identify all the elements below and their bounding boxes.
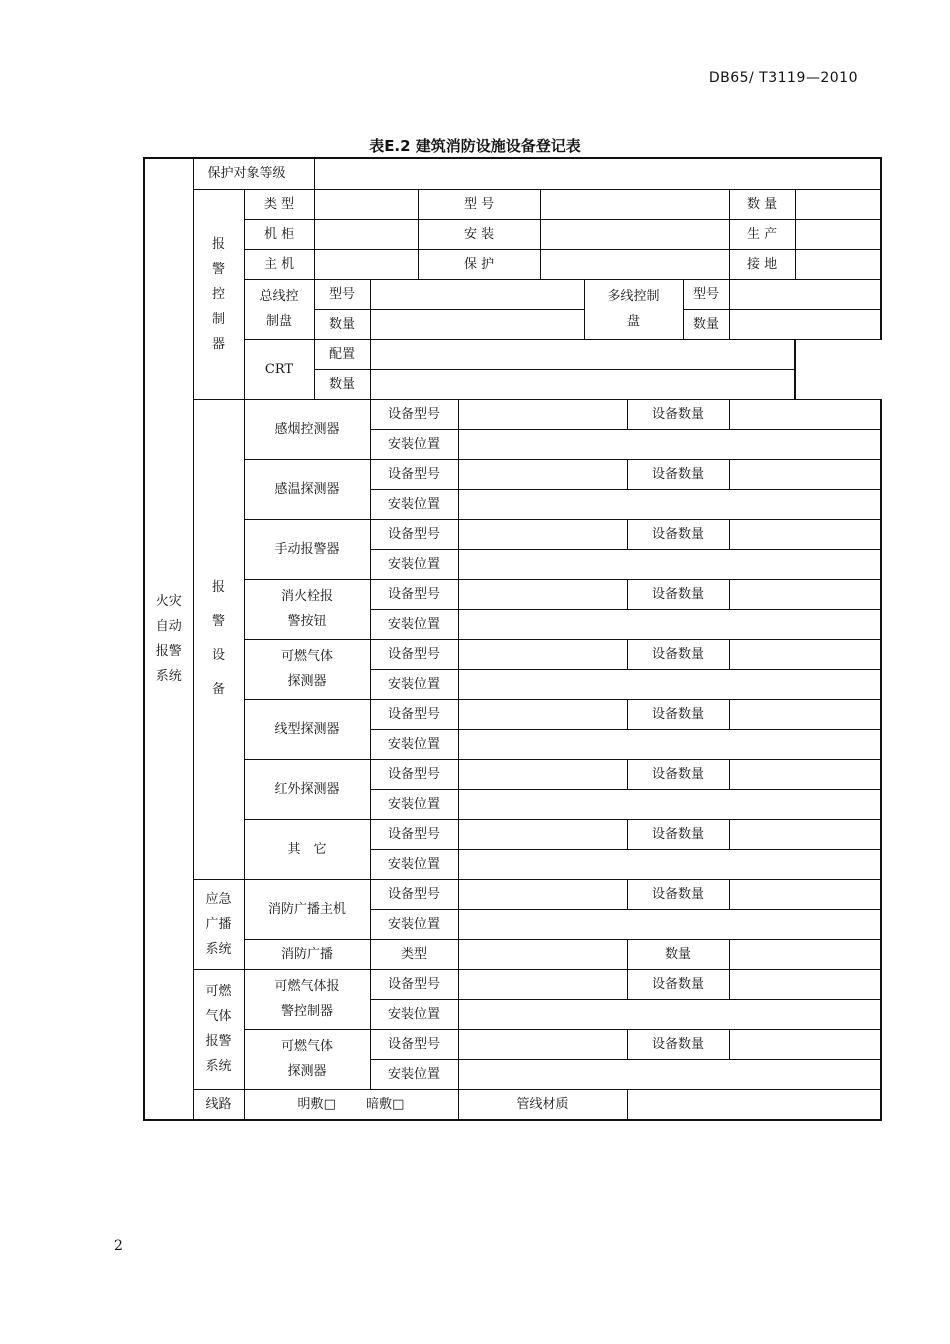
device-model-label: 设备型号	[370, 639, 458, 669]
device-model-value[interactable]	[458, 879, 627, 909]
device-name: 消火栓报警按钮	[244, 579, 370, 639]
row-type-label: 类 型	[244, 189, 314, 219]
broadcast-label: 消防广播	[244, 939, 370, 969]
device-qty-label: 设备数量	[627, 879, 729, 909]
device-model-value[interactable]	[458, 639, 627, 669]
device-model-label: 设备型号	[370, 579, 458, 609]
install-pos-value[interactable]	[458, 729, 881, 759]
device-qty-label: 设备数量	[627, 1029, 729, 1059]
install-pos-label: 安装位置	[370, 549, 458, 579]
install-pos-label: 安装位置	[370, 429, 458, 459]
exposed-checkbox[interactable]: □	[323, 1096, 336, 1112]
install-pos-value[interactable]	[458, 669, 881, 699]
install-pos-value[interactable]	[458, 489, 881, 519]
broadcast-group-label: 应急广播系统	[193, 879, 244, 969]
device-model-label: 设备型号	[370, 459, 458, 489]
install-pos-label: 安装位置	[370, 849, 458, 879]
install-pos-label: 安装位置	[370, 909, 458, 939]
page-number: 2	[114, 1238, 123, 1254]
device-qty-value[interactable]	[729, 519, 881, 549]
device-model-label: 设备型号	[370, 879, 458, 909]
device-qty-value[interactable]	[729, 579, 881, 609]
crt-qty-value[interactable]	[370, 369, 795, 399]
broadcast-kind-value[interactable]	[458, 939, 627, 969]
device-qty-label: 设备数量	[627, 579, 729, 609]
broadcast-qty-label: 数量	[627, 939, 729, 969]
bus-panel-label: 总线控制盘	[244, 279, 314, 339]
crt-config-label: 配置	[314, 339, 370, 369]
device-qty-label: 设备数量	[627, 819, 729, 849]
device-model-value[interactable]	[458, 519, 627, 549]
protect-level-value[interactable]	[314, 158, 881, 189]
multi-model-value[interactable]	[729, 279, 881, 309]
broadcast-host-label: 消防广播主机	[244, 879, 370, 939]
device-model-label: 设备型号	[370, 759, 458, 789]
device-qty-value[interactable]	[729, 699, 881, 729]
install-pos-value[interactable]	[458, 549, 881, 579]
device-qty-label: 设备数量	[627, 399, 729, 429]
install-pos-value[interactable]	[458, 789, 881, 819]
install-pos-value[interactable]	[458, 909, 881, 939]
broadcast-kind-label: 类型	[370, 939, 458, 969]
multi-qty-value[interactable]	[729, 309, 881, 339]
device-name: 可燃气体探测器	[244, 639, 370, 699]
col-produce-label: 生 产	[729, 219, 795, 249]
protect-level-label: 保护对象等级	[193, 158, 314, 189]
equipment-register-table	[143, 157, 882, 1121]
install-pos-value[interactable]	[458, 999, 881, 1029]
concealed-checkbox[interactable]: □	[392, 1096, 405, 1112]
device-model-value[interactable]	[458, 579, 627, 609]
gas-group-label: 可燃气体报警系统	[193, 969, 244, 1089]
device-qty-label: 设备数量	[627, 759, 729, 789]
bus-qty-value[interactable]	[370, 309, 584, 339]
device-name: 线型探测器	[244, 699, 370, 759]
col-qty-label: 数 量	[729, 189, 795, 219]
device-qty-value[interactable]	[729, 759, 881, 789]
pipe-material-value[interactable]	[627, 1089, 881, 1120]
wiring-options	[244, 1089, 458, 1120]
device-model-label: 设备型号	[370, 399, 458, 429]
device-model-value[interactable]	[458, 459, 627, 489]
ground-value[interactable]	[795, 249, 881, 279]
type-value[interactable]	[314, 189, 418, 219]
install-value[interactable]	[540, 219, 729, 249]
install-pos-label: 安装位置	[370, 999, 458, 1029]
produce-value[interactable]	[795, 219, 881, 249]
row-cabinet-label: 机 柜	[244, 219, 314, 249]
gas-detector-label: 可燃气体探测器	[244, 1029, 370, 1089]
install-pos-value[interactable]	[458, 849, 881, 879]
device-model-label: 设备型号	[370, 1029, 458, 1059]
device-qty-label: 设备数量	[627, 699, 729, 729]
install-pos-label: 安装位置	[370, 789, 458, 819]
ctrl-group-label: 报警控制器	[193, 189, 244, 399]
crt-label: CRT	[244, 339, 314, 399]
install-pos-label: 安装位置	[370, 609, 458, 639]
install-pos-value[interactable]	[458, 1059, 881, 1089]
model-value[interactable]	[540, 189, 729, 219]
bus-model-value[interactable]	[370, 279, 584, 309]
col-ground-label: 接 地	[729, 249, 795, 279]
table-title: 表E.2 建筑消防设施设备登记表	[369, 137, 581, 155]
device-qty-label: 设备数量	[627, 519, 729, 549]
device-model-value[interactable]	[458, 819, 627, 849]
device-qty-label: 设备数量	[627, 639, 729, 669]
device-qty-value[interactable]	[729, 399, 881, 429]
wiring-label: 线路	[193, 1089, 244, 1120]
col-protect-label: 保 护	[418, 249, 540, 279]
standard-code: DB65/ T3119—2010	[708, 70, 858, 86]
device-model-label: 设备型号	[370, 699, 458, 729]
device-qty-value[interactable]	[729, 819, 881, 849]
pipe-material-label: 管线材质	[458, 1089, 627, 1120]
system-main-label: 火灾自动报警系统	[144, 158, 193, 1120]
device-name: 手动报警器	[244, 519, 370, 579]
device-qty-label: 设备数量	[627, 459, 729, 489]
device-qty-value[interactable]	[729, 969, 881, 999]
device-qty-value[interactable]	[729, 1029, 881, 1059]
device-name: 红外探测器	[244, 759, 370, 819]
device-name: 其 它	[244, 819, 370, 879]
device-model-value[interactable]	[458, 759, 627, 789]
install-pos-value[interactable]	[458, 609, 881, 639]
device-model-label: 设备型号	[370, 519, 458, 549]
device-qty-value[interactable]	[729, 639, 881, 669]
crt-qty-label: 数量	[314, 369, 370, 399]
col-install-label: 安 装	[418, 219, 540, 249]
col-model-label: 型 号	[418, 189, 540, 219]
device-qty-value[interactable]	[729, 459, 881, 489]
bus-model-label: 型号	[314, 279, 370, 309]
protect-value[interactable]	[540, 249, 729, 279]
install-pos-label: 安装位置	[370, 489, 458, 519]
install-pos-label: 安装位置	[370, 669, 458, 699]
device-model-label: 设备型号	[370, 819, 458, 849]
device-model-value[interactable]	[458, 1029, 627, 1059]
install-pos-label: 安装位置	[370, 1059, 458, 1089]
multi-qty-label: 数量	[683, 309, 729, 339]
device-model-value[interactable]	[458, 969, 627, 999]
install-pos-value[interactable]	[458, 429, 881, 459]
qty-value[interactable]	[795, 189, 881, 219]
row-host-label: 主 机	[244, 249, 314, 279]
multi-model-label: 型号	[683, 279, 729, 309]
device-model-value[interactable]	[458, 399, 627, 429]
multi-panel-label: 多线控制盘	[584, 279, 683, 339]
device-qty-label: 设备数量	[627, 969, 729, 999]
gas-ctrl-label: 可燃气体报警控制器	[244, 969, 370, 1029]
bus-qty-label: 数量	[314, 309, 370, 339]
crt-config-value[interactable]	[370, 339, 795, 369]
device-name: 感温探测器	[244, 459, 370, 519]
alarm-group-label: 报警设备	[193, 399, 244, 879]
device-name: 感烟控测器	[244, 399, 370, 459]
device-model-label: 设备型号	[370, 969, 458, 999]
concealed-label: 暗敷	[366, 1096, 393, 1112]
device-qty-value[interactable]	[729, 879, 881, 909]
host-value[interactable]	[314, 249, 418, 279]
cabinet-value[interactable]	[314, 219, 418, 249]
install-pos-label: 安装位置	[370, 729, 458, 759]
exposed-label: 明敷	[297, 1096, 324, 1112]
device-model-value[interactable]	[458, 699, 627, 729]
broadcast-qty-value[interactable]	[729, 939, 881, 969]
